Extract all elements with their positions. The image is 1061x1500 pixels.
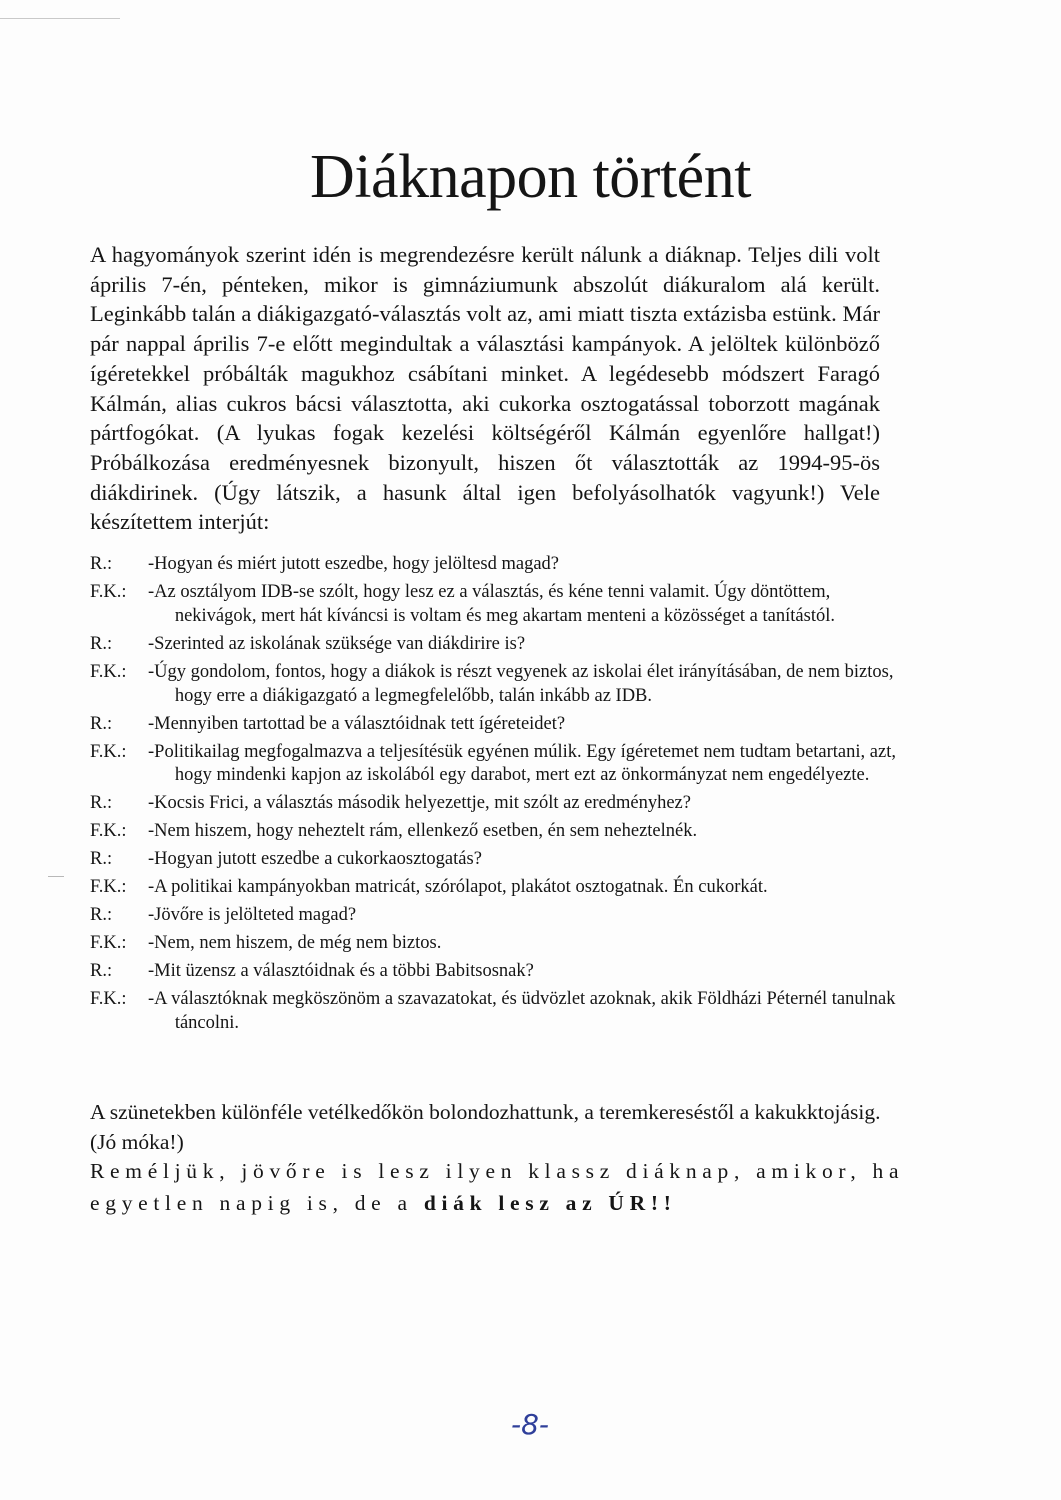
utterance-text: -A politikai kampányokban matricát, szórólapot, plakátot osztogatnak. Én cukorkát. (148, 877, 768, 898)
utterance-text: -Nem, nem hiszem, de még nem biztos. (148, 933, 442, 954)
wish-text: Reméljük, jövőre is lesz ilyen klassz diáknap, amikor, ha egyetlen napig is, de a (90, 1159, 905, 1215)
speaker-label: F.K.: (90, 877, 127, 898)
speaker-label: F.K.: (90, 989, 127, 1010)
speaker-label: R.: (90, 793, 113, 814)
closing-wish (90, 1155, 950, 1219)
utterance-text: -Az osztályom IDB-se szólt, hogy lesz ez a választás, és kéne tenni valamit. Úgy döntöttem, nekivágok, mert hát kíváncsi is voltam és meg akartam menteni a közösséget a tanítástól. (148, 581, 835, 626)
speaker-label: R.: (90, 713, 113, 734)
utterance-text: -A választóknak megköszönöm a szavazatokat, és üdvözlet azoknak, akik Földházi Péternél tanulnak táncolni. (148, 989, 896, 1033)
utterance-text: -Úgy gondolom, fontos, hogy a diákok is részt vegyenek az iskolai élet irányításában, de nem biztos, hogy erre a diákigazgató a legmegfelelőbb, talán inkább az IDB. (148, 661, 894, 706)
article-title: Diáknapon történt (310, 143, 751, 211)
utterance-text: -Politikailag megfogalmazva a teljesítésük egyénen múlik. Egy ígéretemet nem tudtam betartani, azt, hogy mindenki kapjon az iskolából egy darabot, mert ezt az önkormányzat nem engedélyezte. (148, 741, 896, 786)
utterance-text: -Mit üzensz a választóidnak és a többi Babitsosnak? (148, 961, 534, 982)
interview-row (90, 988, 910, 1036)
speaker-label: R.: (90, 849, 113, 870)
interview-section (90, 553, 910, 1040)
speaker-label: R.: (90, 905, 113, 926)
utterance-text: -Szerinted az iskolának szüksége van diákdirire is? (148, 633, 526, 654)
interview-row (90, 553, 910, 577)
intro-paragraph: A hagyományok szerint idén is megrendezésre került nálunk a diáknap. Teljes dili volt április 7-én, pénteken, mikor is gimnáziumunk abszolút diákuralom alá került. Leginkább talán a diákigazgató-választás volt az, ami miatt tiszta extázisba estünk. Már pár nappal április 7-e előtt megindultak a választási kampányok. A jelöltek különböző ígéretekkel próbálták magukhoz csábítani minket. A legédesebb módszert Faragó Kálmán, alias cukros bácsi választotta, aki cukorka osztogatással toborzott magának pártfogókat. (A lyukas fogak kezelési költségéről Kálmán egyenlőre hallgat!) Próbálkozása eredményesnek bizonyult, hiszen őt választották az 1994-95-ös diákdirinek. (Úgy látszik, a hasunk által igen befolyásolhatók vagyunk!) Vele készítettem interjút: (90, 242, 880, 535)
speaker-label: R.: (90, 961, 113, 982)
speaker-label: F.K.: (90, 821, 127, 842)
interview-row (90, 820, 910, 844)
page-number: -8- (510, 1408, 550, 1441)
interview-row (90, 713, 910, 737)
interview-row (90, 876, 910, 900)
wish-emphasis: diák lesz az ÚR!! (423, 1191, 677, 1215)
interview-row (90, 960, 910, 984)
speaker-label: F.K.: (90, 581, 127, 602)
interview-row (90, 848, 910, 872)
utterance-text: -Kocsis Frici, a választás második helyezettje, mit szólt az eredményhez? (148, 793, 691, 814)
speaker-label: R.: (90, 633, 113, 654)
utterance-text: -Mennyiben tartottad be a választóidnak tett ígéreteidet? (148, 713, 566, 734)
interview-row (90, 741, 910, 789)
scan-artifact-line (0, 18, 120, 19)
utterance-text: -Hogyan és miért jutott eszedbe, hogy jelöltesd magad? (148, 554, 559, 574)
interview-row (90, 932, 910, 956)
margin-mark (48, 876, 64, 877)
speaker-label: F.K.: (90, 741, 127, 762)
utterance-text: -Hogyan jutott eszedbe a cukorkaosztogatás? (148, 849, 482, 870)
utterance-text: -Jövőre is jelölteted magad? (148, 905, 357, 926)
speaker-label: F.K.: (90, 933, 127, 954)
interview-row (90, 661, 910, 709)
interview-row (90, 904, 910, 928)
interview-row (90, 792, 910, 816)
interview-row (90, 633, 910, 657)
closing-paragraph: A szünetekben különféle vetélkedőkön bolondozhattunk, a teremkereséstől a kakukktojásig. (Jó móka!) (90, 1100, 881, 1154)
speaker-label: F.K.: (90, 661, 127, 682)
utterance-text: -Nem hiszem, hogy neheztelt rám, ellenkező esetben, én sem neheztelnék. (148, 821, 698, 842)
speaker-label: R.: (90, 554, 113, 574)
interview-row (90, 581, 910, 629)
